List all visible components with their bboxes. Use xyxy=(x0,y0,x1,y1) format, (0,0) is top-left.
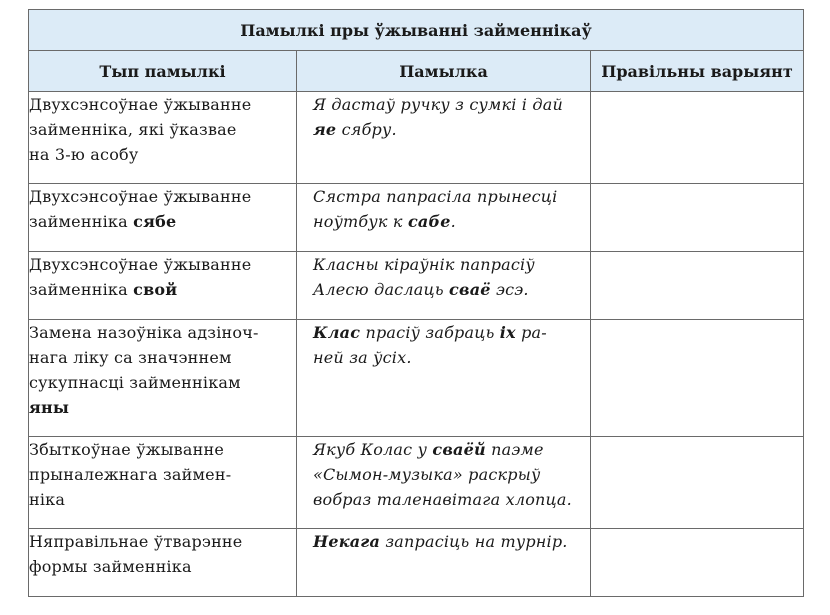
error-type-cell: Няправільнае ўтварэнне формы займенніка xyxy=(29,529,297,597)
correct-variant-cell[interactable] xyxy=(591,184,804,252)
header-error-type: Тып памылкі xyxy=(29,51,297,92)
error-example-cell: Некага запрасіць на турнір. xyxy=(297,529,591,597)
correct-variant-cell[interactable] xyxy=(591,252,804,320)
error-type-cell: Двухсэнсоўнае ўжыванне займенніка, які ўказвае на 3-ю асобу xyxy=(29,92,297,184)
error-type-cell: Збыткоўнае ўжыванне прыналежнага займен- ніка xyxy=(29,437,297,529)
table-row xyxy=(29,184,804,252)
correct-variant-cell[interactable] xyxy=(591,529,804,597)
error-example-cell: Якуб Колас у сваёй паэме «Сымон-музыка» раскрыў вобраз таленавітага хлопца. xyxy=(297,437,591,529)
correct-variant-cell[interactable] xyxy=(591,92,804,184)
table-row xyxy=(29,252,804,320)
table-title-row xyxy=(29,10,804,51)
table-row xyxy=(29,529,804,597)
table-row xyxy=(29,437,804,529)
error-example-cell: Я дастаў ручку з сумкі і дай яе сябру. xyxy=(297,92,591,184)
error-example-cell: Клас прасіў забраць іх ра- ней за ўсіх. xyxy=(297,320,591,437)
table-header-row xyxy=(29,51,804,92)
table-row xyxy=(29,320,804,437)
header-error: Памылка xyxy=(297,51,591,92)
error-example-cell: Класны кіраўнік папрасіў Алесю даслаць сваё эсэ. xyxy=(297,252,591,320)
error-type-cell: Замена назоўніка адзіноч- нага ліку са значэннем сукупнасці займеннікам яны xyxy=(29,320,297,437)
error-type-cell: Двухсэнсоўнае ўжыванне займенніка свой xyxy=(29,252,297,320)
table-title: Памылкі пры ўжыванні займеннікаў xyxy=(29,10,804,51)
correct-variant-cell[interactable] xyxy=(591,320,804,437)
correct-variant-cell[interactable] xyxy=(591,437,804,529)
header-correct-variant: Правільны варыянт xyxy=(591,51,804,92)
error-type-cell: Двухсэнсоўнае ўжыванне займенніка сябе xyxy=(29,184,297,252)
error-example-cell: Сяcтра папрасіла прынесці ноўтбук к сабе. xyxy=(297,184,591,252)
pronoun-errors-table xyxy=(28,9,804,597)
table-row xyxy=(29,92,804,184)
